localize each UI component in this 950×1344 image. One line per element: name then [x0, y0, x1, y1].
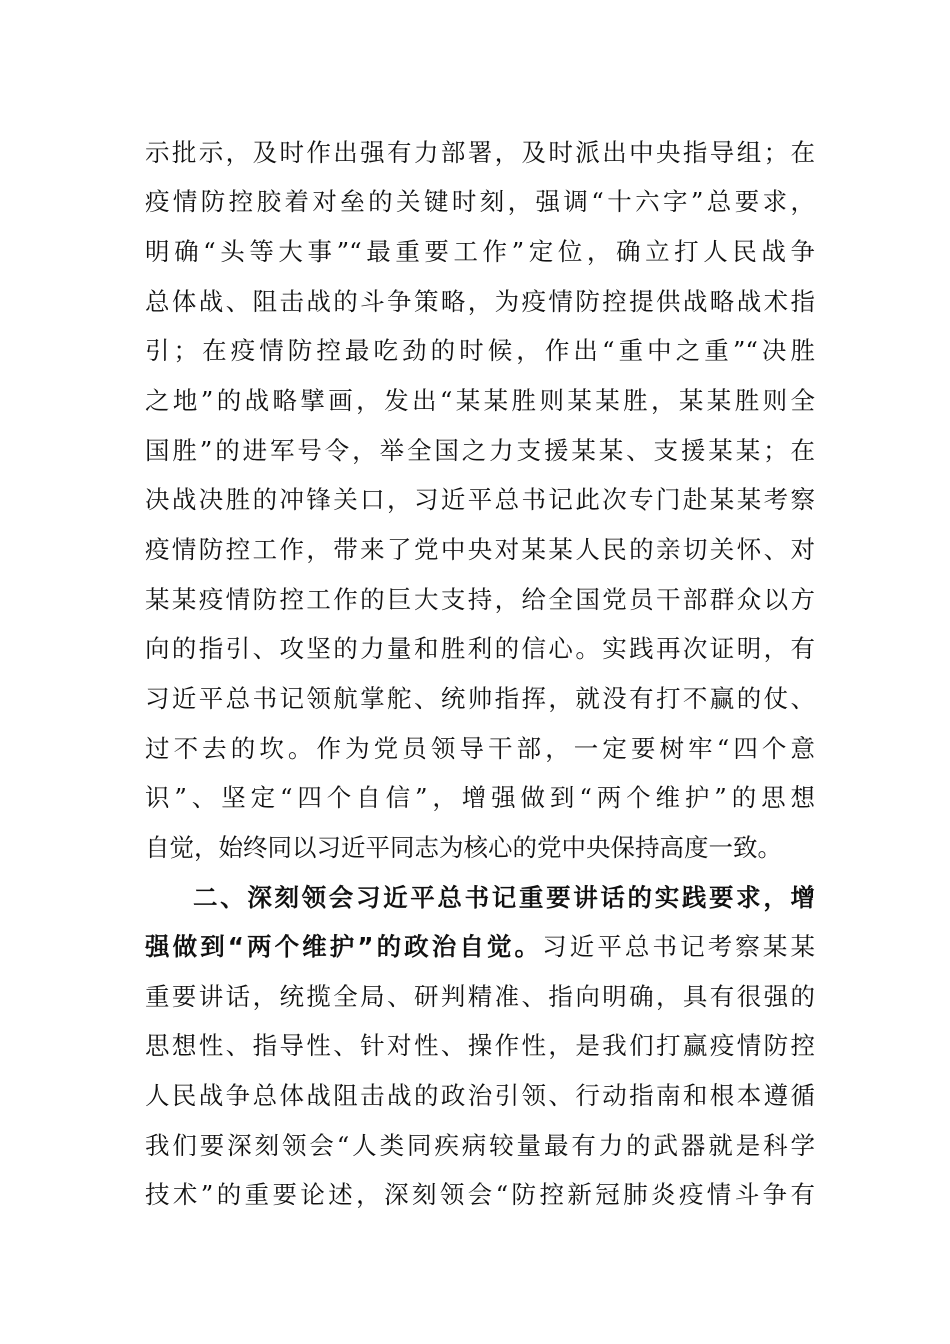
paragraph-line-2: 疫情防控胶着对垒的关键时刻，强调“十六字”总要求，: [145, 187, 815, 216]
section-heading-rest: 习近平总书记考察某某: [542, 932, 816, 961]
section-line-1: 重要讲话，统揽全局、研判精准、指向明确，具有很强的: [145, 982, 815, 1011]
section-line-3: 人民战争总体战阻击战的政治引领、行动指南和根本遵循: [145, 1081, 815, 1110]
paragraph-line-11: 向的指引、攻坚的力量和胜利的信心。实践再次证明，有: [145, 634, 815, 663]
section-heading-line-2: [145, 927, 815, 967]
paragraph-line-7: 国胜”的进军号令，举全国之力支援某某、支援某某；在: [145, 436, 815, 465]
paragraph-line-1: 示批示，及时作出强有力部署，及时派出中央指导组；在: [145, 138, 815, 167]
paragraph-line-6: 之地”的战略擘画，发出“某某胜则某某胜，某某胜则全: [145, 386, 815, 415]
paragraph-line-5: 引；在疫情防控最吃劲的时候，作出“重中之重”“决胜: [145, 336, 815, 365]
section-heading-bold-part: 强做到“两个维护”的政治自觉。: [145, 932, 543, 961]
paragraph-line-12: 习近平总书记领航掌舵、统帅指挥，就没有打不赢的仗、: [145, 684, 815, 713]
paragraph-line-10: 某某疫情防控工作的巨大支持，给全国党员干部群众以方: [145, 585, 815, 614]
section-line-4: 我们要深刻领会“人类同疾病较量最有力的武器就是科学: [145, 1131, 815, 1160]
paragraph-line-4: 总体战、阻击战的斗争策略，为疫情防控提供战略战术指: [145, 287, 815, 316]
section-heading-line-1: 二、深刻领会习近平总书记重要讲话的实践要求，增: [193, 883, 815, 912]
paragraph-line-14: 识”、坚定“四个自信”，增强做到“两个维护”的思想: [145, 783, 815, 812]
section-line-2: 思想性、指导性、针对性、操作性，是我们打赢疫情防控: [145, 1031, 815, 1060]
paragraph-line-3: 明确“头等大事”“最重要工作”定位，确立打人民战争: [145, 237, 815, 266]
paragraph-line-15: 自觉，始终同以习近平同志为核心的党中央保持高度一致。: [145, 833, 782, 862]
paragraph-line-9: 疫情防控工作，带来了党中央对某某人民的亲切关怀、对: [145, 535, 815, 564]
paragraph-line-13: 过不去的坎。作为党员领导干部，一定要树牢“四个意: [145, 734, 815, 763]
paragraph-line-8: 决战决胜的冲锋关口，习近平总书记此次专门赴某某考察: [145, 485, 815, 514]
section-line-5: 技术”的重要论述，深刻领会“防控新冠肺炎疫情斗争有: [145, 1180, 815, 1209]
